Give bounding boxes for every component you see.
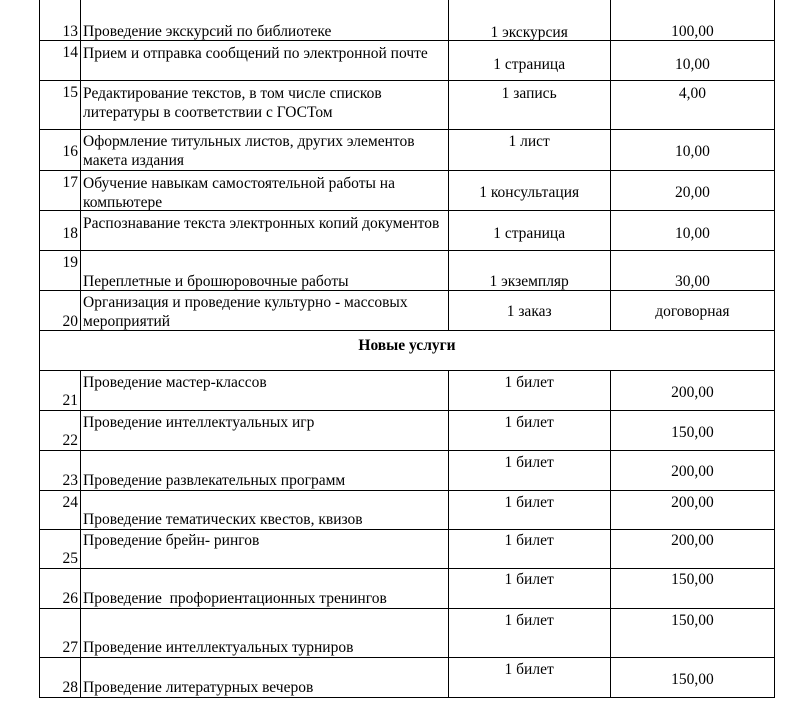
unit-text: 1 билет bbox=[504, 612, 554, 629]
row-number-cell bbox=[40, 171, 81, 211]
price-cell bbox=[610, 0, 774, 41]
service-cell bbox=[81, 291, 449, 331]
row-number: 23 bbox=[62, 472, 79, 489]
price-text: 10,00 bbox=[674, 225, 710, 242]
price-cell bbox=[610, 658, 774, 698]
table-row bbox=[40, 451, 775, 491]
table-row bbox=[40, 81, 775, 130]
table-row bbox=[40, 569, 775, 609]
unit-cell bbox=[448, 491, 610, 530]
unit-text: 1 заказ bbox=[506, 303, 552, 320]
section-header-cell bbox=[40, 331, 775, 371]
price-text: 100,00 bbox=[671, 23, 714, 40]
price-cell bbox=[610, 211, 774, 251]
unit-text: 1 консультация bbox=[479, 184, 580, 201]
service-cell bbox=[81, 451, 449, 491]
table-row bbox=[40, 171, 775, 211]
unit-text: 1 билет bbox=[504, 532, 554, 549]
row-number-cell bbox=[40, 569, 81, 609]
unit-cell bbox=[448, 130, 610, 171]
unit-cell bbox=[448, 569, 610, 609]
service-cell bbox=[81, 569, 449, 609]
price-cell bbox=[610, 251, 774, 291]
service-name: Прием и отправка сообщений по электронной почте bbox=[83, 45, 428, 62]
unit-text: 1 страница bbox=[493, 225, 566, 242]
service-cell bbox=[81, 658, 449, 698]
row-number: 21 bbox=[62, 392, 79, 409]
service-name: Проведение развлекательных программ bbox=[83, 472, 346, 489]
row-number-cell bbox=[40, 251, 81, 291]
unit-text: 1 запись bbox=[501, 85, 557, 102]
table-row bbox=[40, 530, 775, 569]
unit-text: 1 экземпляр bbox=[489, 273, 569, 290]
service-cell bbox=[81, 81, 449, 130]
service-cell bbox=[81, 491, 449, 530]
price-text: 200,00 bbox=[671, 384, 714, 401]
unit-text: 1 билет bbox=[504, 494, 554, 511]
service-name: Редактирование текстов, в том числе списков литературы в соответствии с ГОСТом bbox=[83, 85, 382, 121]
service-cell bbox=[81, 251, 449, 291]
row-number: 24 bbox=[62, 494, 79, 511]
price-cell bbox=[610, 609, 774, 658]
unit-cell bbox=[448, 451, 610, 491]
service-name: Проведение брейн- рингов bbox=[83, 532, 260, 549]
row-number-cell bbox=[40, 530, 81, 569]
service-cell bbox=[81, 130, 449, 171]
unit-text: 1 билет bbox=[504, 414, 554, 431]
row-number-cell bbox=[40, 491, 81, 530]
service-name: Проведение мастер-классов bbox=[83, 374, 267, 391]
row-number: 22 bbox=[62, 432, 79, 449]
price-text: 200,00 bbox=[671, 532, 714, 549]
unit-cell bbox=[448, 371, 610, 411]
table-row bbox=[40, 411, 775, 451]
service-cell bbox=[81, 171, 449, 211]
service-cell bbox=[81, 371, 449, 411]
price-text: 4,00 bbox=[678, 85, 706, 102]
service-cell bbox=[81, 41, 449, 81]
unit-cell bbox=[448, 291, 610, 331]
price-text: 150,00 bbox=[671, 671, 714, 688]
price-cell bbox=[610, 530, 774, 569]
service-cell bbox=[81, 609, 449, 658]
price-cell bbox=[610, 171, 774, 211]
row-number-cell bbox=[40, 211, 81, 251]
row-number-cell bbox=[40, 41, 81, 81]
unit-cell bbox=[448, 41, 610, 81]
service-name: Проведение экскурсий по библиотеке bbox=[83, 23, 332, 40]
service-cell bbox=[81, 211, 449, 251]
price-cell bbox=[610, 371, 774, 411]
row-number-cell bbox=[40, 291, 81, 331]
price-cell bbox=[610, 569, 774, 609]
unit-text: 1 билет bbox=[504, 661, 554, 678]
service-name: Проведение интеллектуальных турниров bbox=[83, 639, 354, 656]
service-name: Оформление титульных листов, других элементов макета издания bbox=[83, 133, 415, 169]
unit-text: 1 билет bbox=[504, 374, 554, 391]
price-cell bbox=[610, 491, 774, 530]
price-text: 150,00 bbox=[671, 424, 714, 441]
unit-text: 1 билет bbox=[504, 571, 554, 588]
unit-text: 1 экскурсия bbox=[490, 24, 568, 41]
price-text: 30,00 bbox=[674, 273, 710, 290]
row-number: 13 bbox=[62, 23, 79, 40]
row-number: 20 bbox=[62, 313, 79, 330]
row-number-cell bbox=[40, 0, 81, 41]
row-number-cell bbox=[40, 411, 81, 451]
unit-cell bbox=[448, 530, 610, 569]
row-number: 14 bbox=[62, 44, 79, 61]
section-title: Новые услуги bbox=[358, 337, 456, 354]
table-row bbox=[40, 41, 775, 81]
row-number: 16 bbox=[62, 143, 79, 160]
unit-cell bbox=[448, 81, 610, 130]
price-cell bbox=[610, 291, 774, 331]
row-number-cell bbox=[40, 81, 81, 130]
unit-cell bbox=[448, 171, 610, 211]
price-cell bbox=[610, 451, 774, 491]
table-row bbox=[40, 609, 775, 658]
table-row bbox=[40, 211, 775, 251]
row-number: 18 bbox=[62, 225, 79, 242]
table-row bbox=[40, 371, 775, 411]
unit-text: 1 билет bbox=[504, 454, 554, 471]
service-cell bbox=[81, 530, 449, 569]
service-name: Проведение тематических квестов, квизов bbox=[83, 511, 363, 528]
service-name: Проведение профориентационных тренингов bbox=[83, 590, 387, 607]
row-number: 15 bbox=[62, 84, 79, 101]
price-cell bbox=[610, 130, 774, 171]
row-number-cell bbox=[40, 609, 81, 658]
table-row bbox=[40, 291, 775, 331]
price-text: 200,00 bbox=[671, 463, 714, 480]
service-name: Распознавание текста электронных копий документов bbox=[83, 215, 440, 232]
service-name: Проведение интеллектуальных игр bbox=[83, 414, 315, 431]
table-row bbox=[40, 658, 775, 698]
row-number: 17 bbox=[62, 174, 79, 191]
unit-cell bbox=[448, 658, 610, 698]
price-text: 10,00 bbox=[674, 143, 710, 160]
unit-cell bbox=[448, 211, 610, 251]
row-number: 25 bbox=[62, 550, 79, 567]
service-name: Проведение литературных вечеров bbox=[83, 679, 314, 696]
table-row bbox=[40, 130, 775, 171]
service-name: Обучение навыкам самостоятельной работы на компьютере bbox=[83, 175, 395, 211]
services-price-table bbox=[39, 0, 775, 698]
price-text: 150,00 bbox=[671, 612, 714, 629]
price-cell bbox=[610, 81, 774, 130]
row-number: 19 bbox=[62, 254, 79, 271]
price-text: 10,00 bbox=[674, 56, 710, 73]
price-cell bbox=[610, 411, 774, 451]
unit-text: 1 страница bbox=[493, 56, 566, 73]
row-number-cell bbox=[40, 371, 81, 411]
price-text: 20,00 bbox=[674, 184, 710, 201]
price-cell bbox=[610, 41, 774, 81]
service-cell bbox=[81, 411, 449, 451]
unit-cell bbox=[448, 251, 610, 291]
price-text: договорная bbox=[655, 303, 730, 320]
row-number: 27 bbox=[62, 639, 79, 656]
unit-cell bbox=[448, 411, 610, 451]
table-row bbox=[40, 251, 775, 291]
unit-cell bbox=[448, 0, 610, 41]
row-number-cell bbox=[40, 658, 81, 698]
price-text: 200,00 bbox=[671, 494, 714, 511]
unit-cell bbox=[448, 609, 610, 658]
price-text: 150,00 bbox=[671, 571, 714, 588]
service-cell bbox=[81, 0, 449, 41]
service-name: Организация и проведение культурно - массовых мероприятий bbox=[83, 294, 408, 330]
section-header-row bbox=[40, 331, 775, 371]
table-row bbox=[40, 491, 775, 530]
row-number-cell bbox=[40, 130, 81, 171]
row-number: 28 bbox=[62, 679, 79, 696]
service-name: Переплетные и брошюровочные работы bbox=[83, 273, 349, 290]
row-number-cell bbox=[40, 451, 81, 491]
unit-text: 1 лист bbox=[508, 133, 550, 150]
table-row bbox=[40, 0, 775, 41]
row-number: 26 bbox=[62, 590, 79, 607]
